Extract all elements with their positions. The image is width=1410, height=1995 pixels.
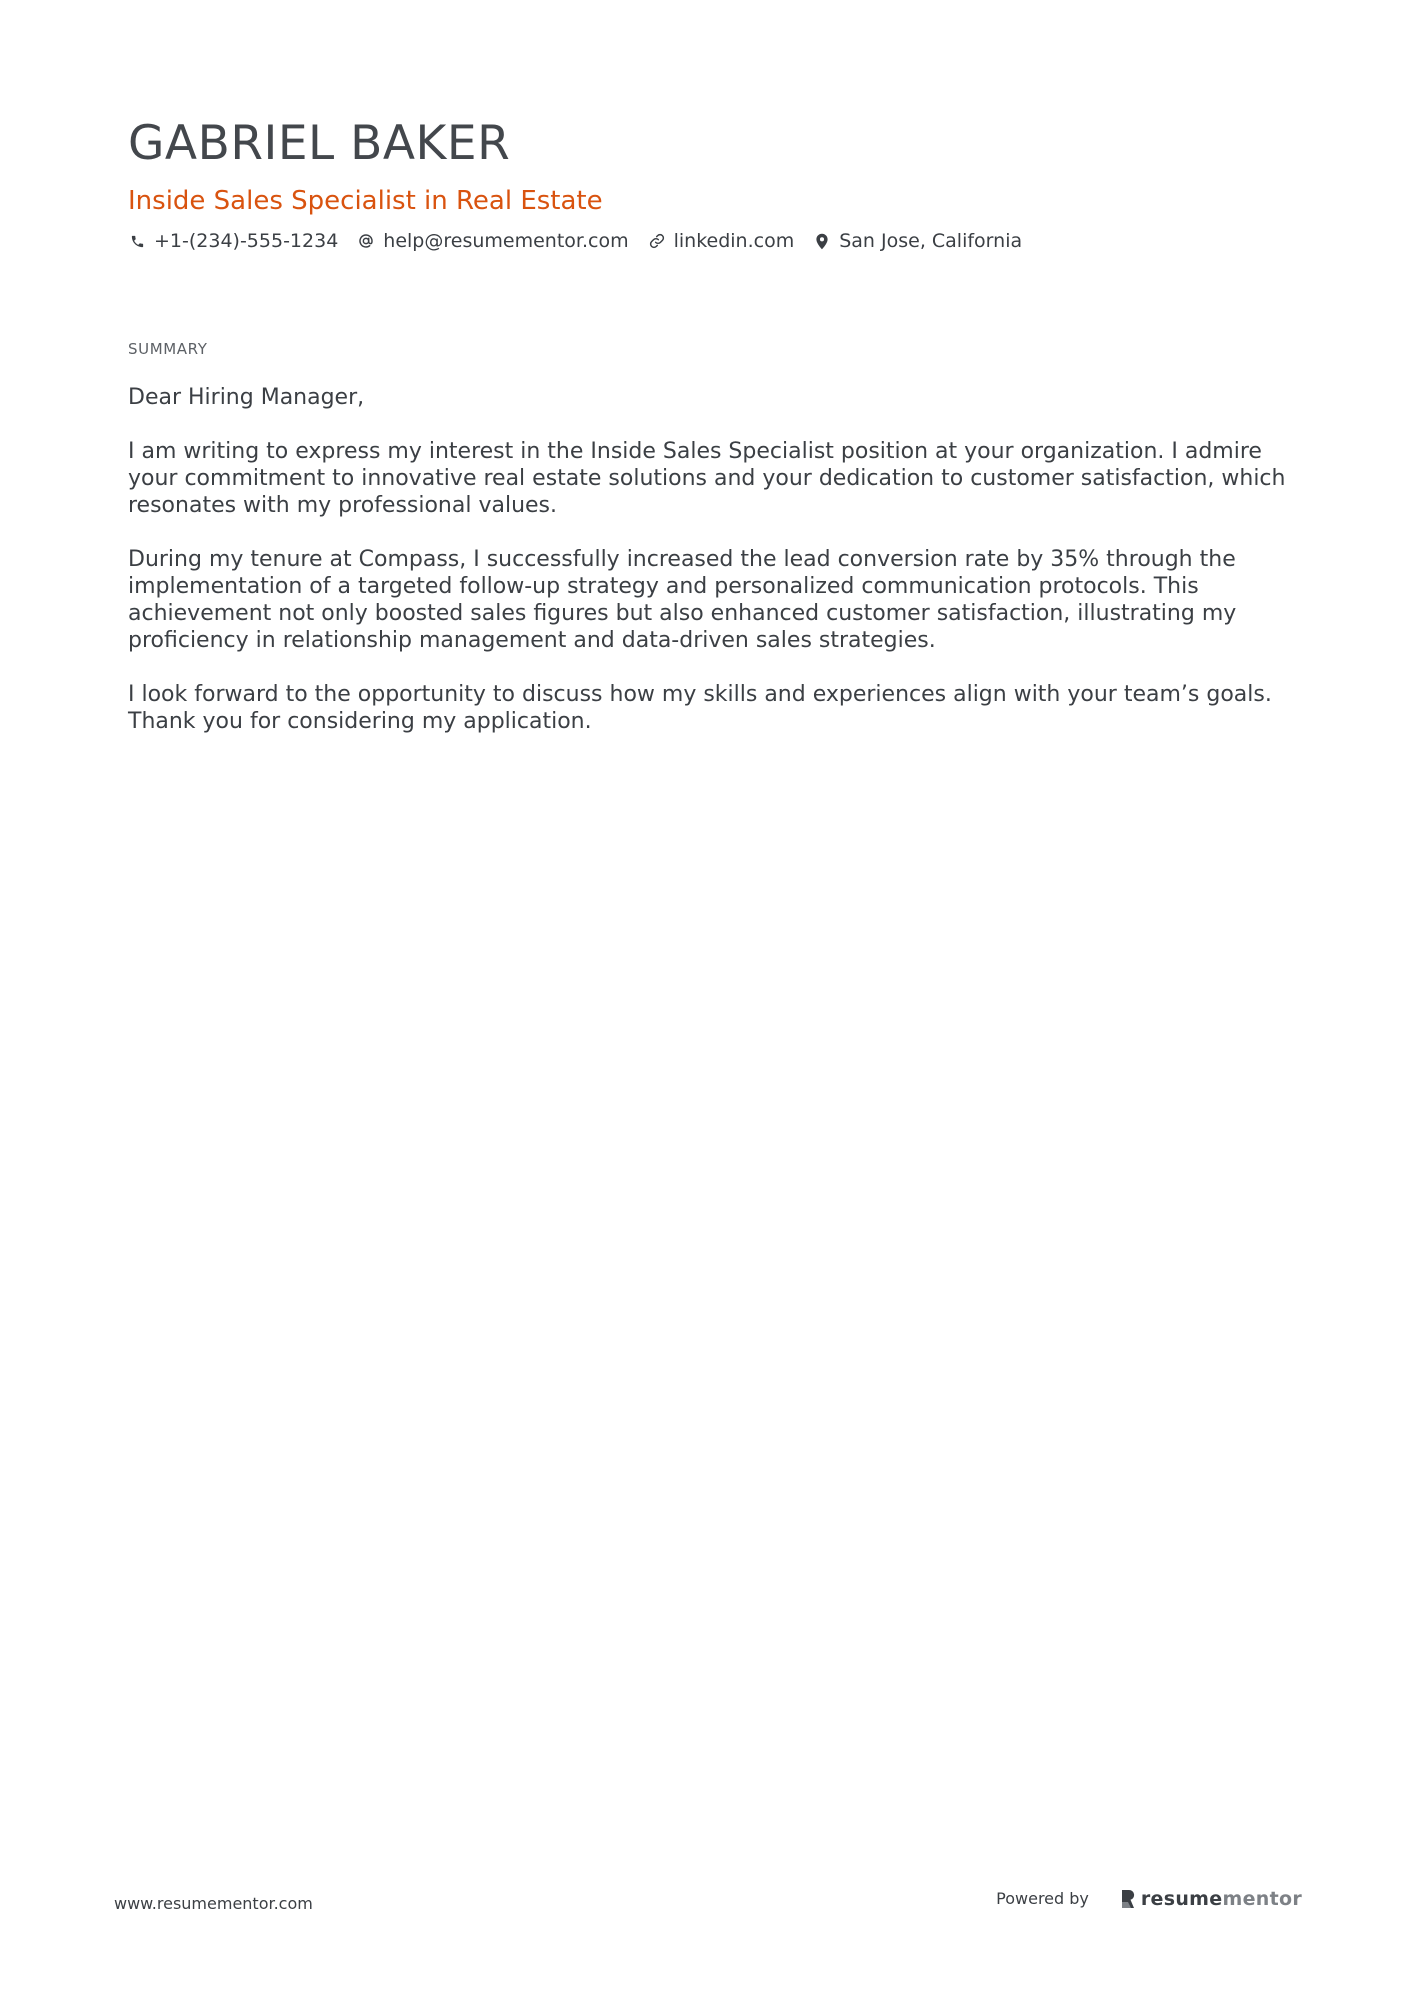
contact-website — [648, 228, 795, 254]
paragraph-achievement: During my tenure at Compass, I successfully increased the lead conversion rate by 35% through the implementation of a targeted follow-up strategy and personalized communication protocols. This achievement not only boosted sales figures but also enhanced customer satisfaction, illustrating my proficiency in relationship management and data-driven sales strategies. — [128, 547, 1237, 653]
footer-website[interactable]: www.resumementor.com — [114, 1894, 313, 1913]
email-address[interactable]: help@resumementor.com — [383, 230, 629, 252]
section-heading: SUMMARY — [128, 340, 208, 358]
summary-section — [128, 338, 1288, 762]
contact-location — [813, 228, 1022, 254]
salutation: Dear Hiring Manager, — [128, 385, 365, 410]
phone-number[interactable]: +1-(234)-555-1234 — [154, 230, 339, 252]
paragraph-closing: I look forward to the opportunity to discuss how my skills and experiences align with your team’s goals. Thank you for considering my application. — [128, 682, 1272, 734]
letter-body — [128, 384, 1288, 735]
paragraph-intro: I am writing to express my interest in the Inside Sales Specialist position at your organization. I admire your commitment to innovative real estate solutions and your dedication to customer satisfaction, which resonates with my professional values. — [128, 439, 1286, 518]
candidate-name: GABRIEL BAKER — [128, 116, 511, 171]
location-text: San Jose, California — [839, 230, 1023, 252]
contact-bar — [128, 228, 1288, 254]
footer-branding — [996, 1888, 1302, 1910]
powered-by-label: Powered by — [996, 1889, 1089, 1908]
link-icon — [648, 232, 666, 250]
brand-logo[interactable] — [1119, 1888, 1302, 1910]
at-sign-icon — [357, 232, 375, 250]
contact-email — [357, 228, 628, 254]
website-link[interactable]: linkedin.com — [673, 230, 795, 252]
resumementor-logo-icon — [1119, 1889, 1137, 1909]
phone-icon — [128, 232, 146, 250]
letter-header — [128, 112, 1288, 254]
candidate-title: Inside Sales Specialist in Real Estate — [128, 186, 603, 216]
brand-name-part1: resume — [1140, 1888, 1223, 1910]
map-pin-icon — [813, 232, 831, 250]
brand-name-part2: mentor — [1222, 1888, 1302, 1910]
contact-phone — [128, 228, 338, 254]
